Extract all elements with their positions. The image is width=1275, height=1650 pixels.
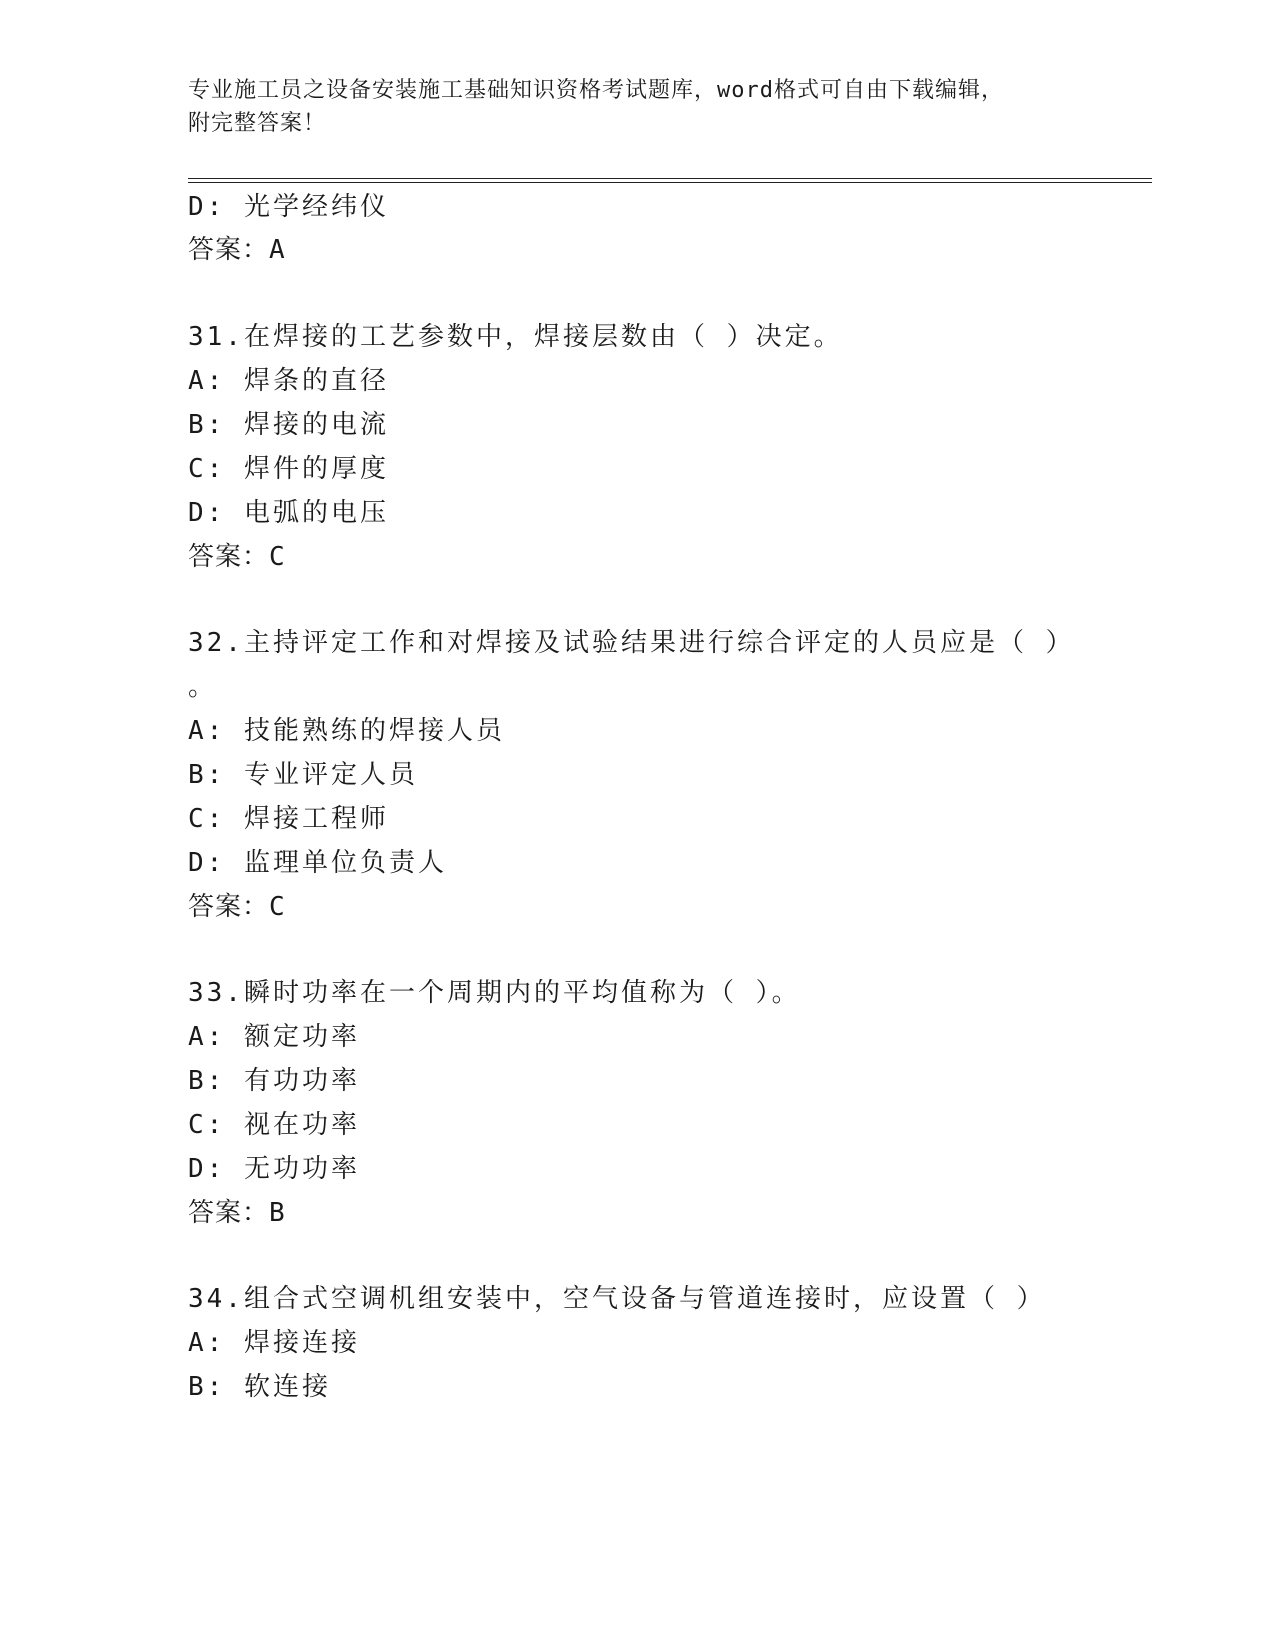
question-32-option-d: D: 监理单位负责人	[188, 848, 447, 878]
header-divider-bottom	[188, 182, 1152, 183]
question-31-stem: 31.在焊接的工艺参数中，焊接层数由（ ）决定。	[188, 322, 843, 352]
answer-value: B	[269, 1198, 286, 1228]
header-divider-top	[188, 178, 1152, 179]
carryover-option-d: D: 光学经纬仪	[188, 192, 389, 222]
question-31-option-c: C: 焊件的厚度	[188, 454, 389, 484]
answer-label: 答案：	[188, 542, 270, 572]
question-33-option-c: C: 视在功率	[188, 1110, 360, 1140]
document-header	[188, 74, 1088, 140]
answer-value: C	[269, 892, 286, 922]
question-31-answer	[188, 540, 286, 574]
question-33-option-a: A: 额定功率	[188, 1022, 360, 1052]
question-33-answer	[188, 1196, 286, 1230]
question-31-option-a: A: 焊条的直径	[188, 366, 389, 396]
question-33-stem: 33.瞬时功率在一个周期内的平均值称为（ ）。	[188, 978, 801, 1008]
question-31-option-b: B: 焊接的电流	[188, 410, 389, 440]
question-32-answer	[188, 890, 286, 924]
question-32-stem-continuation: 。	[188, 672, 218, 702]
question-34-stem: 34.组合式空调机组安装中，空气设备与管道连接时，应设置（ ）	[188, 1284, 1046, 1314]
carryover-answer	[188, 233, 286, 267]
question-32-stem: 32.主持评定工作和对焊接及试验结果进行综合评定的人员应是（ ）	[188, 628, 1075, 658]
question-34-option-a: A: 焊接连接	[188, 1328, 360, 1358]
question-31-option-d: D: 电弧的电压	[188, 498, 389, 528]
question-34-option-b: B: 软连接	[188, 1372, 331, 1402]
question-32-option-a: A: 技能熟练的焊接人员	[188, 716, 505, 746]
answer-label: 答案：	[188, 892, 270, 922]
answer-label: 答案：	[188, 235, 270, 265]
question-32-option-b: B: 专业评定人员	[188, 760, 418, 790]
question-32-option-c: C: 焊接工程师	[188, 804, 389, 834]
answer-value: C	[269, 542, 286, 572]
question-33-option-d: D: 无功功率	[188, 1154, 360, 1184]
header-line-2: 附完整答案！	[188, 111, 327, 136]
header-line-1: 专业施工员之设备安装施工基础知识资格考试题库，word格式可自由下载编辑，	[188, 78, 1004, 103]
question-33-option-b: B: 有功功率	[188, 1066, 360, 1096]
answer-label: 答案：	[188, 1198, 270, 1228]
answer-value: A	[269, 235, 286, 265]
